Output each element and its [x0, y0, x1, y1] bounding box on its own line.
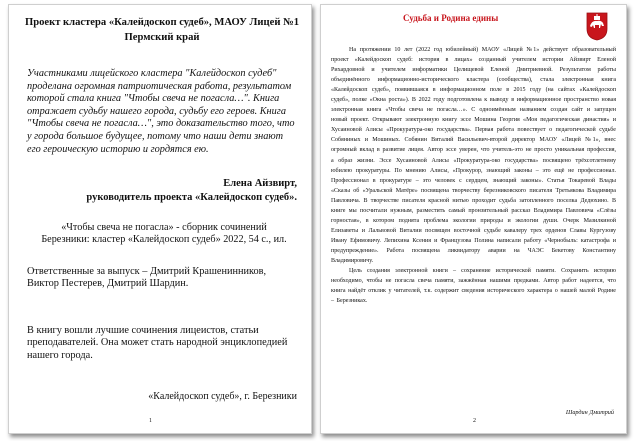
title-line-2: Пермский край: [124, 32, 200, 43]
intro-paragraph: Участниками лицейского кластера "Калейдоскоп судеб" проделана огромная патриотическая работа, результатом которой стала книга "Чтобы свеча не погасла…". Книга отражает судьбу нашего города, судьбу его героев. Книга "Чтобы свеча не погасла…", это доказательство того, что у города большое будущее, потому что наши дети знают его героическую историю и гордятся ею.: [27, 68, 295, 155]
left-page: [8, 4, 312, 434]
right-page-title: Судьба и Родина едины: [403, 13, 499, 23]
title-line-1: Проект кластера «Калейдоскоп судеб», МАОУ Лицей №1: [24, 17, 300, 28]
article-paragraph-2: Цель создания электронной книги – сохранение исторической памяти. Сохранить историю необходимо, чтобы не погасла свеча памяти, зажжённая нашими предками. Автор работ надеется, что книга найдёт отклик у читателей, т.к. содержит сведения исторического характера о нашей малой Родине – Березниках.: [331, 268, 616, 305]
contents-note: В книгу вошли лучшие сочинения лицеистов, статьи преподавателей. Она может стать народной энциклопедией нашего города.: [27, 325, 288, 361]
author-name: Елена Айзвирт,: [223, 178, 297, 189]
author-signature: Шардин Дмитрий: [565, 409, 614, 416]
author-block: [86, 177, 297, 205]
page-number: 1: [149, 418, 152, 424]
article-body: [331, 45, 616, 306]
responsible-editors: Ответственные за выпуск – Дмитрий Крашенинников, Виктор Пестерев, Дмитрий Шардин.: [27, 266, 267, 290]
right-page: [320, 4, 627, 434]
book-info: [29, 222, 299, 247]
page-number: 2: [473, 418, 476, 424]
footer-publisher: «Калейдоскоп судеб», г. Березники: [148, 391, 297, 402]
author-role: руководитель проекта «Калейдоскоп судеб».: [86, 192, 297, 203]
perm-krai-bear-crest-icon: [585, 11, 609, 41]
left-page-title: [23, 15, 301, 45]
book-info-line-2: Березники: кластер «Калейдоскоп судеб» 2022, 54 с., ил.: [41, 234, 287, 246]
article-paragraph-1: На протяжении 10 лет (2022 год юбилейный) МАОУ «Лицей №1» действует образовательный проект «Калейдоскоп судеб: история в лицах» созданный учителем истории Айзвирт Еленой Рихардовной и учителем информатики Целищевой Еленой Дмитриевной. Результатом работы объединённого информационно-исторического кластера (сообщества), стала электронная книга «Калейдоскоп судеб», появившаяся в информационном поле в 2015 году (на сайтах «Калейдоскоп судеб», полке «Окна роста»). В 2022 году подготовлена к выводу в информационное пространство новая электронная книга «Чтобы свеча не погасла…». С одноимённым названием создан сайт и запущен новый проект. Открывают электронную книгу эссе Мошина Георгия «Моя педагогическая династия» и Хусаиновой Алисы «Прокуратура-око государства». Первая работа повествует о педагогической судьбе Собяниных и Мошиных. Собянин Виталий Васильевич-второй директор МАОУ «Лицей №1», внес огромный вклад в развитие лицея. Автор эссе уверен, что учитель-это не просто уникальная профессия, а образ жизни. Эссе Хусаиновой Алисы «Прокуратура-око государства» посвящено трёхсотлетнему юбилею прокуратуры. По мнению Алисы, «Прокурор, знающий законы – это ещё не профессионал. Профессионал в прокуратуре – это человек с сердцем, знающий законы». Статья Токаревой Влады «Сказы об «Уральской Матёре» посвящена творчеству березниковского писателя Третьякова Владимира Павловича. В творчестве писателя красной нитью проходит судьба затопленного поселка Дедюхино. В книге мы посчитали нужным, разместить самый пронзительный рассказ Владимира Павловича «Слёзы горностая», в котором поднята проблема экологии природы и экологии души. Очерк Мазилкиной Елизаветы и Лальвовой Виталии посвящен восточной судьбе кавалеру трех орденов Славы Кургузову Ивану Ефимовичу. Лепихина Ксения и Французова Полина написали работу «Чернобыль: катастрофа и предупреждение». Работа посвящена ликвидатору аварии на ЧАЭС Бекетову Константину Владимировичу.: [331, 47, 616, 264]
book-info-line-1: «Чтобы свеча не погасла» - сборник сочинений: [61, 222, 267, 233]
